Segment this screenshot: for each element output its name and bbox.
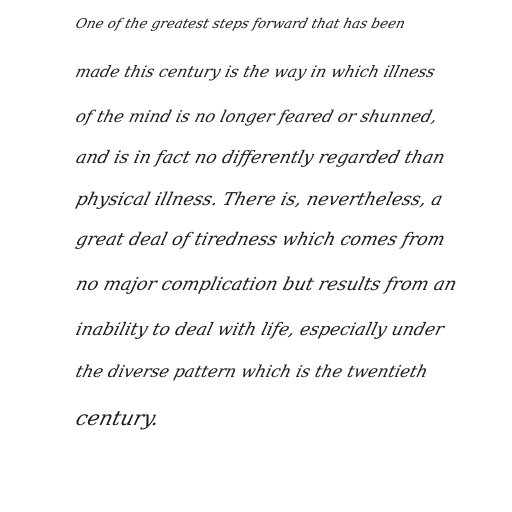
handwritten-line-10: century. [73,406,162,430]
handwritten-line-2: made this century is the way in which illness [73,62,438,81]
handwritten-line-3: of the mind is no longer feared or shunned, [73,107,440,126]
handwritten-line-7: no major complication but results from an [73,274,459,295]
handwritten-line-6: great deal of tiredness which comes from [73,230,447,250]
handwritten-line-1: One of the greatest steps forward that has been [73,16,407,32]
handwritten-line-5: physical illness. There is, nevertheless, a [73,190,445,210]
handwritten-line-9: the diverse pattern which is the twentieth [73,362,430,381]
handwritten-line-4: and is in fact no differently regarded than [73,148,447,168]
handwritten-line-8: inability to deal with life, especially under [73,320,446,340]
